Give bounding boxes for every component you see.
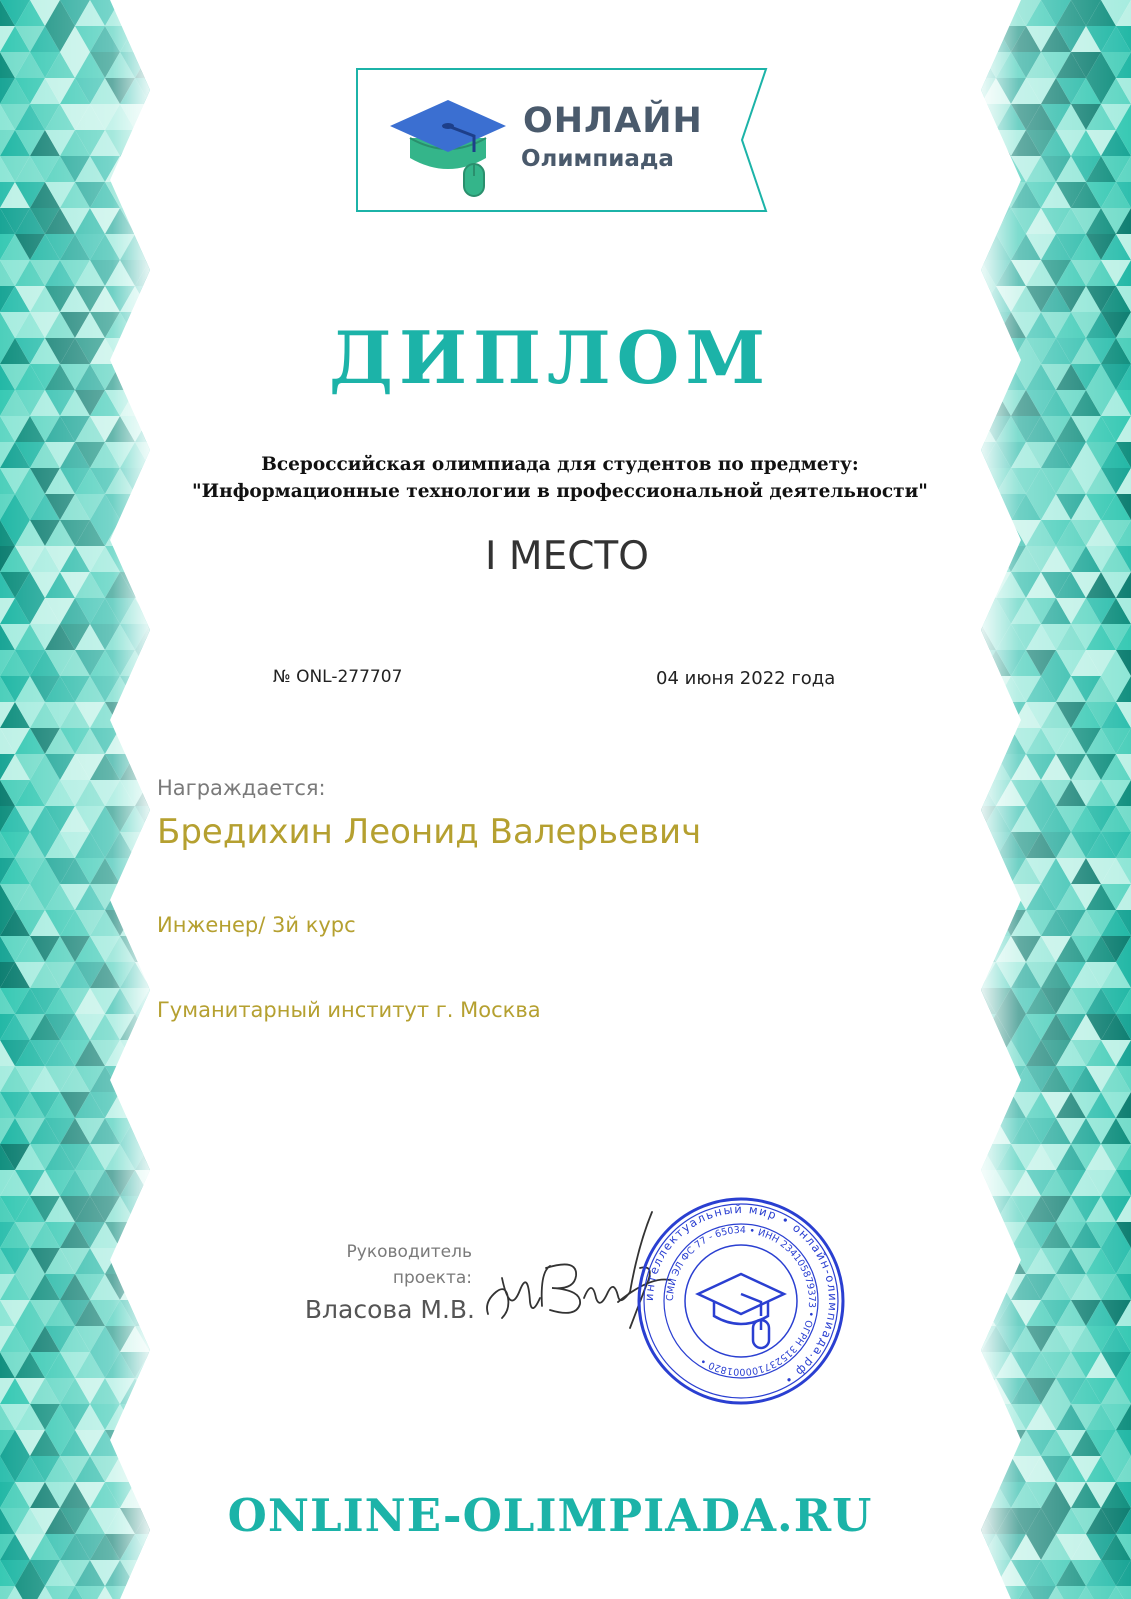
border-triangle (135, 26, 165, 52)
border-triangle (135, 1404, 165, 1430)
border-triangle (165, 78, 195, 104)
subject-line-2: "Информационные технологии в профессиональной деятельности" (192, 481, 928, 502)
border-triangle (951, 728, 981, 754)
border-triangle (966, 1378, 996, 1404)
border-triangle (966, 182, 996, 208)
border-triangle (180, 130, 210, 156)
border-triangle (165, 182, 195, 208)
border-triangle (966, 1248, 996, 1274)
border-triangle (981, 702, 1011, 728)
border-triangle (165, 598, 195, 624)
border-triangle (966, 832, 996, 858)
border-triangle (120, 1404, 150, 1430)
border-triangle (135, 1040, 165, 1066)
border-triangle (120, 884, 150, 910)
border-triangle (150, 78, 180, 104)
border-triangle (135, 702, 165, 728)
border-triangle (966, 1560, 996, 1586)
diploma-number: № ONL-277707 (273, 667, 403, 687)
border-triangle (150, 1456, 180, 1482)
border-triangle (135, 858, 165, 884)
border-triangle (165, 1222, 195, 1248)
border-triangle (150, 1066, 180, 1092)
border-triangle (165, 0, 195, 26)
border-triangle (165, 1118, 195, 1144)
border-triangle (150, 1040, 180, 1066)
border-triangle (180, 1378, 210, 1404)
border-triangle (120, 728, 150, 754)
border-triangle (165, 858, 195, 884)
border-triangle (120, 1066, 150, 1092)
border-triangle (165, 624, 195, 650)
border-triangle (165, 1326, 195, 1352)
border-triangle (981, 1248, 1011, 1274)
border-triangle (120, 702, 150, 728)
border-triangle (135, 1196, 165, 1222)
border-triangle (981, 156, 1011, 182)
border-triangle (135, 182, 165, 208)
border-triangle (180, 182, 210, 208)
border-triangle (966, 1456, 996, 1482)
border-triangle (165, 1066, 195, 1092)
border-triangle (135, 1300, 165, 1326)
border-triangle (951, 52, 981, 78)
border-triangle (135, 1586, 165, 1599)
border-triangle (150, 1118, 180, 1144)
signatory-role-line-2: проекта: (392, 1268, 472, 1288)
recipient-position: Инженер/ 3й курс (157, 913, 356, 937)
border-triangle (180, 858, 210, 884)
border-triangle (165, 1248, 195, 1274)
border-triangle (180, 1222, 210, 1248)
border-triangle (966, 1092, 996, 1118)
border-triangle (165, 130, 195, 156)
border-triangle (135, 1430, 165, 1456)
border-triangle (165, 884, 195, 910)
border-triangle (165, 962, 195, 988)
border-triangle (981, 1066, 1011, 1092)
border-triangle (966, 1404, 996, 1430)
border-triangle (180, 1586, 210, 1599)
border-triangle (951, 0, 981, 26)
border-triangle (120, 1430, 150, 1456)
border-triangle (180, 234, 210, 260)
border-triangle (150, 416, 180, 442)
border-triangle (180, 78, 210, 104)
border-triangle (150, 1430, 180, 1456)
border-triangle (966, 1430, 996, 1456)
border-triangle (966, 1118, 996, 1144)
border-triangle (981, 884, 1011, 910)
border-triangle (165, 650, 195, 676)
border-triangle (165, 936, 195, 962)
logo-title: ОНЛАЙН (523, 101, 703, 141)
border-triangle (180, 1430, 210, 1456)
border-triangle (180, 650, 210, 676)
border-triangle (150, 598, 180, 624)
border-triangle (150, 1196, 180, 1222)
border-triangle (165, 416, 195, 442)
border-triangle (150, 26, 180, 52)
awarded-label: Награждается: (157, 776, 326, 800)
border-triangle (966, 884, 996, 910)
border-triangle (165, 234, 195, 260)
border-triangle (135, 884, 165, 910)
diploma-date: 04 июня 2022 года (656, 668, 836, 689)
border-triangle (951, 624, 981, 650)
border-triangle (951, 1352, 981, 1378)
border-triangle (165, 1144, 195, 1170)
border-triangle (150, 1274, 180, 1300)
border-triangle (150, 728, 180, 754)
border-triangle (966, 650, 996, 676)
official-stamp (636, 1196, 846, 1406)
border-triangle (135, 0, 165, 26)
border-triangle (165, 1430, 195, 1456)
border-triangle (951, 104, 981, 130)
border-triangle (951, 1404, 981, 1430)
border-triangle (951, 1560, 981, 1586)
border-triangle (951, 780, 981, 806)
border-triangle (966, 1274, 996, 1300)
border-triangle (135, 1118, 165, 1144)
border-triangle (150, 1248, 180, 1274)
border-triangle (150, 676, 180, 702)
border-triangle (165, 208, 195, 234)
border-triangle (966, 1040, 996, 1066)
border-triangle (966, 1586, 996, 1599)
border-triangle (165, 1092, 195, 1118)
border-triangle (951, 988, 981, 1014)
border-triangle (951, 1300, 981, 1326)
border-triangle (135, 130, 165, 156)
border-triangle (966, 910, 996, 936)
border-triangle (150, 1144, 180, 1170)
border-triangle (165, 728, 195, 754)
stamp-inner-text: СМИ ЭЛ ФС 77 - 65034 • ИНН 234105879373 • ОГРН 315237100001820 • (664, 1224, 818, 1378)
border-triangle (150, 1300, 180, 1326)
border-triangle (120, 0, 150, 26)
border-triangle (135, 1092, 165, 1118)
border-triangle (180, 1274, 210, 1300)
border-triangle (135, 1248, 165, 1274)
border-triangle (150, 260, 180, 286)
border-triangle (150, 1222, 180, 1248)
border-triangle (135, 650, 165, 676)
border-triangle (966, 728, 996, 754)
border-triangle (135, 1456, 165, 1482)
border-triangle (180, 1066, 210, 1092)
border-triangle (150, 884, 180, 910)
border-triangle (165, 156, 195, 182)
border-triangle (165, 1560, 195, 1586)
svg-text:СМИ ЭЛ ФС 77 - 65034 • ИНН 234 (665, 1225, 817, 1377)
border-triangle (165, 702, 195, 728)
border-triangle (165, 1352, 195, 1378)
border-triangle (150, 52, 180, 78)
border-triangle (966, 130, 996, 156)
border-triangle (150, 650, 180, 676)
border-triangle (951, 1092, 981, 1118)
border-triangle (966, 676, 996, 702)
border-triangle (966, 936, 996, 962)
border-triangle (150, 1378, 180, 1404)
border-triangle (981, 728, 1011, 754)
border-triangle (150, 936, 180, 962)
website-url: ONLINE-OLIMPIADA.RU (227, 1489, 873, 1542)
stamp-outer-text: интеллектуальный мир • онлайн-олимпиада.рф • (641, 1201, 841, 1389)
border-triangle (981, 910, 1011, 936)
border-triangle (150, 702, 180, 728)
border-triangle (951, 260, 981, 286)
border-triangle (120, 156, 150, 182)
border-triangle (165, 104, 195, 130)
border-triangle (135, 728, 165, 754)
border-triangle (150, 1170, 180, 1196)
recipient-name: Бредихин Леонид Валерьевич (157, 812, 702, 852)
border-triangle (966, 858, 996, 884)
border-triangle (165, 1456, 195, 1482)
border-triangle (150, 1586, 180, 1599)
border-triangle (165, 1170, 195, 1196)
signatory-role-line-1: Руководитель (346, 1242, 472, 1262)
border-triangle (135, 1560, 165, 1586)
border-triangle (180, 1326, 210, 1352)
diploma-title: ДИПЛОМ (328, 315, 772, 400)
border-triangle (951, 884, 981, 910)
border-triangle (951, 208, 981, 234)
border-triangle (951, 1144, 981, 1170)
border-triangle (150, 286, 180, 312)
recipient-institution: Гуманитарный институт г. Москва (157, 998, 541, 1022)
border-triangle (150, 858, 180, 884)
border-triangle (135, 1222, 165, 1248)
border-triangle (150, 1326, 180, 1352)
border-triangle (150, 1404, 180, 1430)
border-triangle (966, 156, 996, 182)
border-triangle (951, 416, 981, 442)
border-triangle (966, 26, 996, 52)
border-triangle (966, 1300, 996, 1326)
border-triangle (150, 208, 180, 234)
border-triangle (180, 1170, 210, 1196)
border-triangle (150, 962, 180, 988)
border-triangle (150, 130, 180, 156)
border-triangle (165, 1404, 195, 1430)
border-triangle (966, 0, 996, 26)
border-triangle (981, 1430, 1011, 1456)
border-triangle (135, 156, 165, 182)
border-triangle (966, 1222, 996, 1248)
border-triangle (981, 0, 1011, 26)
border-triangle (180, 598, 210, 624)
border-triangle (951, 1456, 981, 1482)
border-triangle (951, 156, 981, 182)
logo-subtitle: Олимпиада (521, 146, 674, 172)
online-olympiad-logo (356, 68, 768, 214)
border-triangle (180, 702, 210, 728)
subject-line-1: Всероссийская олимпиада для студентов по предмету: (261, 454, 859, 475)
border-triangle (180, 962, 210, 988)
border-triangle (966, 702, 996, 728)
border-triangle (135, 208, 165, 234)
border-triangle (966, 754, 996, 780)
border-triangle (165, 1196, 195, 1222)
border-triangle (981, 1404, 1011, 1430)
border-triangle (165, 26, 195, 52)
border-triangle (951, 1196, 981, 1222)
border-triangle (135, 1274, 165, 1300)
border-triangle (966, 1196, 996, 1222)
border-triangle (150, 234, 180, 260)
border-triangle (180, 286, 210, 312)
border-triangle (951, 936, 981, 962)
border-triangle (951, 832, 981, 858)
border-triangle (981, 182, 1011, 208)
border-triangle (966, 1014, 996, 1040)
stamp-cap-icon (698, 1274, 784, 1348)
border-triangle (120, 910, 150, 936)
border-triangle (951, 1040, 981, 1066)
border-triangle (951, 1248, 981, 1274)
border-triangle (150, 1352, 180, 1378)
place-award: I МЕСТО (485, 534, 649, 579)
border-triangle (150, 182, 180, 208)
border-triangle (150, 624, 180, 650)
border-triangle (135, 1378, 165, 1404)
graduation-cap-icon (388, 96, 508, 206)
border-triangle (135, 936, 165, 962)
signatory-name: Власова М.В. (304, 1295, 475, 1324)
border-triangle (966, 208, 996, 234)
border-triangle (165, 1378, 195, 1404)
border-triangle (120, 1248, 150, 1274)
border-triangle (150, 0, 180, 26)
border-triangle (165, 676, 195, 702)
border-triangle (180, 1118, 210, 1144)
border-triangle (135, 1066, 165, 1092)
border-triangle (165, 52, 195, 78)
border-triangle (165, 1040, 195, 1066)
border-triangle (150, 1092, 180, 1118)
border-triangle (165, 260, 195, 286)
border-triangle (150, 1560, 180, 1586)
border-triangle (951, 676, 981, 702)
border-triangle (165, 286, 195, 312)
border-triangle (165, 1300, 195, 1326)
border-triangle (165, 1274, 195, 1300)
border-triangle (150, 104, 180, 130)
border-triangle (966, 1066, 996, 1092)
border-triangle (135, 676, 165, 702)
border-triangle (180, 26, 210, 52)
border-triangle (165, 1586, 195, 1599)
border-triangle (120, 182, 150, 208)
border-triangle (150, 156, 180, 182)
